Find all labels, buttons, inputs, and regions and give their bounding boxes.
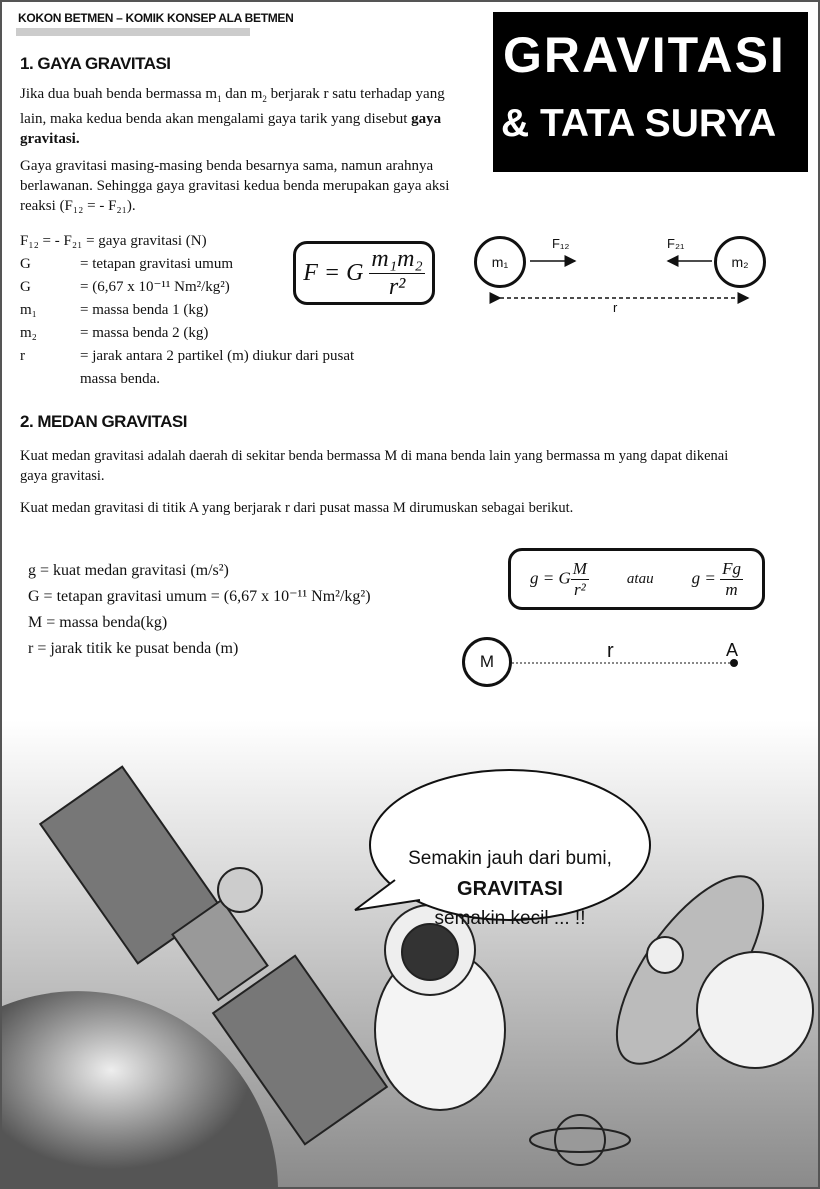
f12-label: F₁₂: [552, 236, 570, 251]
section1-heading: 1. GAYA GRAVITASI: [20, 54, 171, 73]
gravity-force-formula: F = G $\frac{\text{m₁m₂}}{\text{r²}}$: [293, 241, 435, 305]
space-illustration: [0, 720, 820, 1189]
section2-paragraph2: Kuat medan gravitasi di titik A yang berjarak r dari pusat massa M dirumuskan sebagai berikut.: [20, 500, 574, 516]
header-underline: [16, 28, 250, 36]
f21-label: F₂₁: [667, 236, 685, 251]
A-label: A: [726, 640, 739, 660]
section2-heading: 2. MEDAN GRAVITASI: [20, 412, 187, 431]
r-label: r: [613, 300, 618, 315]
mass-M: M: [462, 637, 512, 687]
title-line-2: & TATA SURYA: [501, 102, 777, 145]
speech-bubble-text: Semakin jauh dari bumi, GRAVITASI semakin kecil ... !!: [408, 848, 612, 929]
mass-m2: m₂: [714, 236, 766, 288]
title-box: [493, 12, 808, 172]
title-line-1: GRAVITASI: [503, 27, 786, 83]
series-header: KOKON BETMEN – KOMIK KONSEP ALA BETMEN: [18, 11, 294, 25]
section1-paragraph2: Gaya gravitasi masing-masing benda besarnya sama, namun arahnya berlawanan. Sehingga gaya gravitasi kedua benda merupakan gaya aksi reaksi (F₁₂ = - F₂₁).: [20, 158, 450, 214]
field-strength-formula: g = G $\frac{M}{\text{r²}}$ atau g = $\frac{Fg}{m}$: [508, 548, 765, 610]
distance-line: [512, 655, 742, 675]
force-diagram-arrows: [480, 240, 770, 320]
section1-paragraph1: Jika dua buah benda bermassa $m_1$ dan $m_2$ berjarak r satu terhadap yang lain, maka kedua benda akan mengalami gaya tarik yang disebut gaya gravitasi.: [20, 86, 445, 147]
mass-m1: m₁: [474, 236, 526, 288]
r-label-2: r: [607, 640, 614, 662]
moon: [697, 952, 813, 1068]
section2-definitions: g = kuat medan gravitasi (m/s²) G = tetapan gravitasi umum = (6,67 x 10⁻¹¹ Nm²/kg²) M = massa benda(kg) r = jarak titik ke pusat benda (m): [28, 562, 371, 657]
section1-definitions: F₁₂ = - F₂₁ = gaya gravitasi (N) G = tetapan gravitasi umum G = (6,67 x 10⁻¹¹ Nm²/kg²) m₁ = massa benda 1 (kg) m₂ = massa benda 2 (kg) r = jarak antara 2 partikel (m) diukur dari pusat massa benda.: [20, 233, 355, 387]
section2-paragraph1: Kuat medan gravitasi adalah daerah di sekitar benda bermassa M di mana benda lain yang bermassa m yang dapat dikenai gaya gravitasi.: [20, 448, 729, 484]
